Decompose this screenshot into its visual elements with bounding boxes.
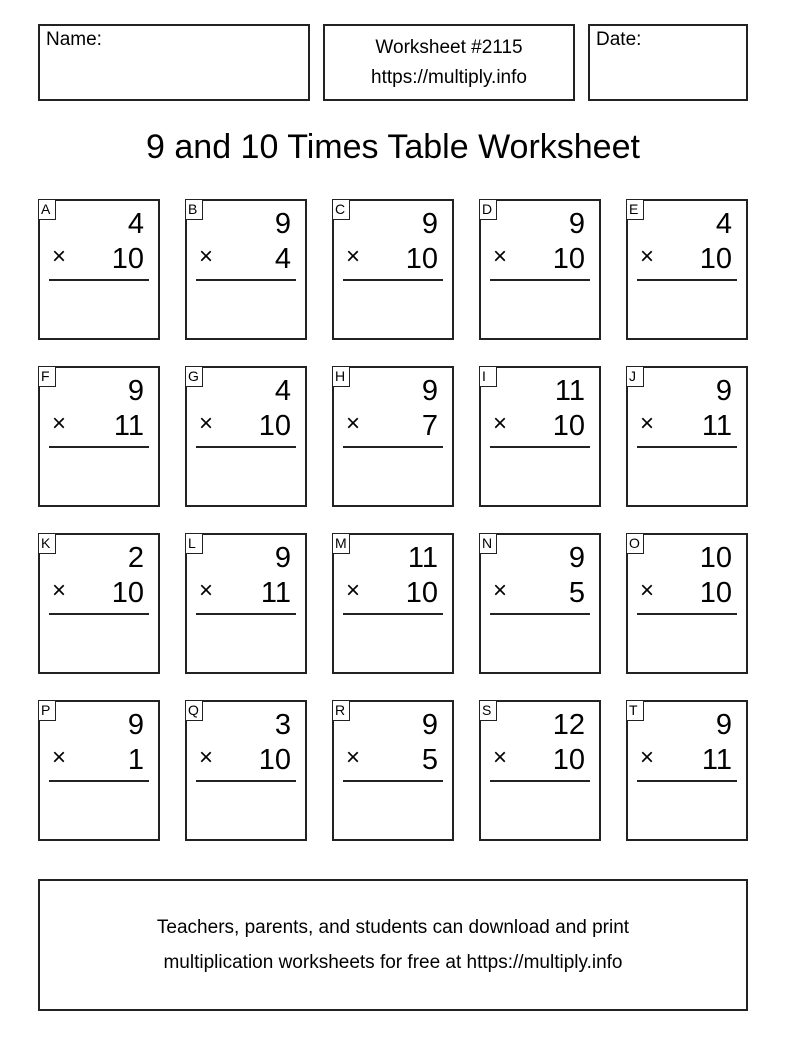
multiplier: 10 [405,577,438,609]
multiplicand: 9 [568,542,585,574]
multiplicand: 9 [421,375,438,407]
multiplier: 1 [127,744,144,776]
multiplicand: 4 [274,375,291,407]
multiplicand: 2 [127,542,144,574]
problem-i[interactable] [479,366,601,507]
multiplicand: 3 [274,709,291,741]
worksheet-number: Worksheet #2115 [375,37,523,58]
multiplier: 10 [552,744,585,776]
answer-line [637,613,737,615]
date-field[interactable] [588,24,748,101]
times-sign: × [199,744,214,771]
answer-line [490,613,590,615]
multiplier: 11 [701,744,732,776]
footer-line-2: multiplication worksheets for free at https://multiply.info [163,952,623,973]
multiplicand: 10 [699,542,732,574]
problem-n[interactable] [479,533,601,674]
problem-label: A [38,199,56,220]
multiplicand: 9 [274,208,291,240]
problem-label: I [479,366,497,387]
times-sign: × [52,410,67,437]
times-sign: × [493,744,508,771]
answer-line [49,446,149,448]
problem-label: B [185,199,203,220]
times-sign: × [493,577,508,604]
problem-label: F [38,366,56,387]
problem-s[interactable] [479,700,601,841]
answer-line [49,279,149,281]
problem-m[interactable] [332,533,454,674]
problem-label: N [479,533,497,554]
answer-line [343,446,443,448]
answer-line [343,613,443,615]
answer-line [196,780,296,782]
times-sign: × [52,577,67,604]
times-sign: × [640,577,655,604]
problem-label: Q [185,700,203,721]
name-field[interactable] [38,24,310,101]
times-sign: × [199,577,214,604]
problem-o[interactable] [626,533,748,674]
problem-label: E [626,199,644,220]
multiplicand: 9 [274,542,291,574]
times-sign: × [493,410,508,437]
problem-label: H [332,366,350,387]
problem-p[interactable] [38,700,160,841]
problem-e[interactable] [626,199,748,340]
answer-line [196,446,296,448]
times-sign: × [640,410,655,437]
answer-line [490,279,590,281]
problem-f[interactable] [38,366,160,507]
problem-h[interactable] [332,366,454,507]
problem-t[interactable] [626,700,748,841]
multiplier: 11 [113,410,144,442]
multiplier: 10 [258,410,291,442]
times-sign: × [640,744,655,771]
answer-line [196,613,296,615]
multiplicand: 11 [407,542,438,574]
times-sign: × [199,243,214,270]
answer-line [490,446,590,448]
multiplier: 10 [111,243,144,275]
answer-line [637,780,737,782]
problem-r[interactable] [332,700,454,841]
worksheet-url: https://multiply.info [371,67,527,88]
footer-line-1: Teachers, parents, and students can download and print [156,917,630,938]
problem-q[interactable] [185,700,307,841]
problem-a[interactable] [38,199,160,340]
problem-label: P [38,700,56,721]
multiplicand: 11 [554,375,585,407]
problem-label: R [332,700,350,721]
problem-g[interactable] [185,366,307,507]
multiplier: 10 [111,577,144,609]
problem-label: C [332,199,350,220]
times-sign: × [493,243,508,270]
times-sign: × [346,744,361,771]
multiplier: 10 [552,410,585,442]
problem-l[interactable] [185,533,307,674]
problem-k[interactable] [38,533,160,674]
answer-line [49,780,149,782]
problem-b[interactable] [185,199,307,340]
date-label: Date: [596,29,642,50]
problem-label: K [38,533,56,554]
multiplier: 4 [274,243,291,275]
problem-d[interactable] [479,199,601,340]
multiplier: 5 [421,744,438,776]
multiplicand: 9 [715,709,732,741]
multiplier: 10 [258,744,291,776]
page-title: 9 and 10 Times Table Worksheet [146,128,640,166]
problem-label: O [626,533,644,554]
times-sign: × [346,243,361,270]
multiplier: 10 [699,243,732,275]
problem-label: G [185,366,203,387]
multiplier: 10 [699,577,732,609]
multiplier: 11 [701,410,732,442]
answer-line [49,613,149,615]
answer-line [343,279,443,281]
multiplicand: 9 [127,709,144,741]
multiplier: 5 [568,577,585,609]
problem-label: L [185,533,203,554]
answer-line [490,780,590,782]
times-sign: × [346,410,361,437]
multiplier: 11 [260,577,291,609]
multiplicand: 9 [421,208,438,240]
problem-label: J [626,366,644,387]
multiplicand: 9 [421,709,438,741]
times-sign: × [52,243,67,270]
problem-c[interactable] [332,199,454,340]
problem-label: S [479,700,497,721]
multiplier: 10 [405,243,438,275]
multiplier: 7 [421,410,438,442]
times-sign: × [640,243,655,270]
problem-j[interactable] [626,366,748,507]
multiplicand: 9 [568,208,585,240]
multiplicand: 4 [715,208,732,240]
multiplier: 10 [552,243,585,275]
multiplicand: 4 [127,208,144,240]
answer-line [637,279,737,281]
name-label: Name: [46,29,102,50]
multiplicand: 9 [127,375,144,407]
footer-note [38,879,748,1011]
worksheet-info [323,24,575,101]
times-sign: × [346,577,361,604]
multiplicand: 9 [715,375,732,407]
times-sign: × [52,744,67,771]
answer-line [343,780,443,782]
problem-label: M [332,533,350,554]
times-sign: × [199,410,214,437]
problem-label: D [479,199,497,220]
answer-line [637,446,737,448]
problem-label: T [626,700,644,721]
answer-line [196,279,296,281]
multiplicand: 12 [552,709,585,741]
